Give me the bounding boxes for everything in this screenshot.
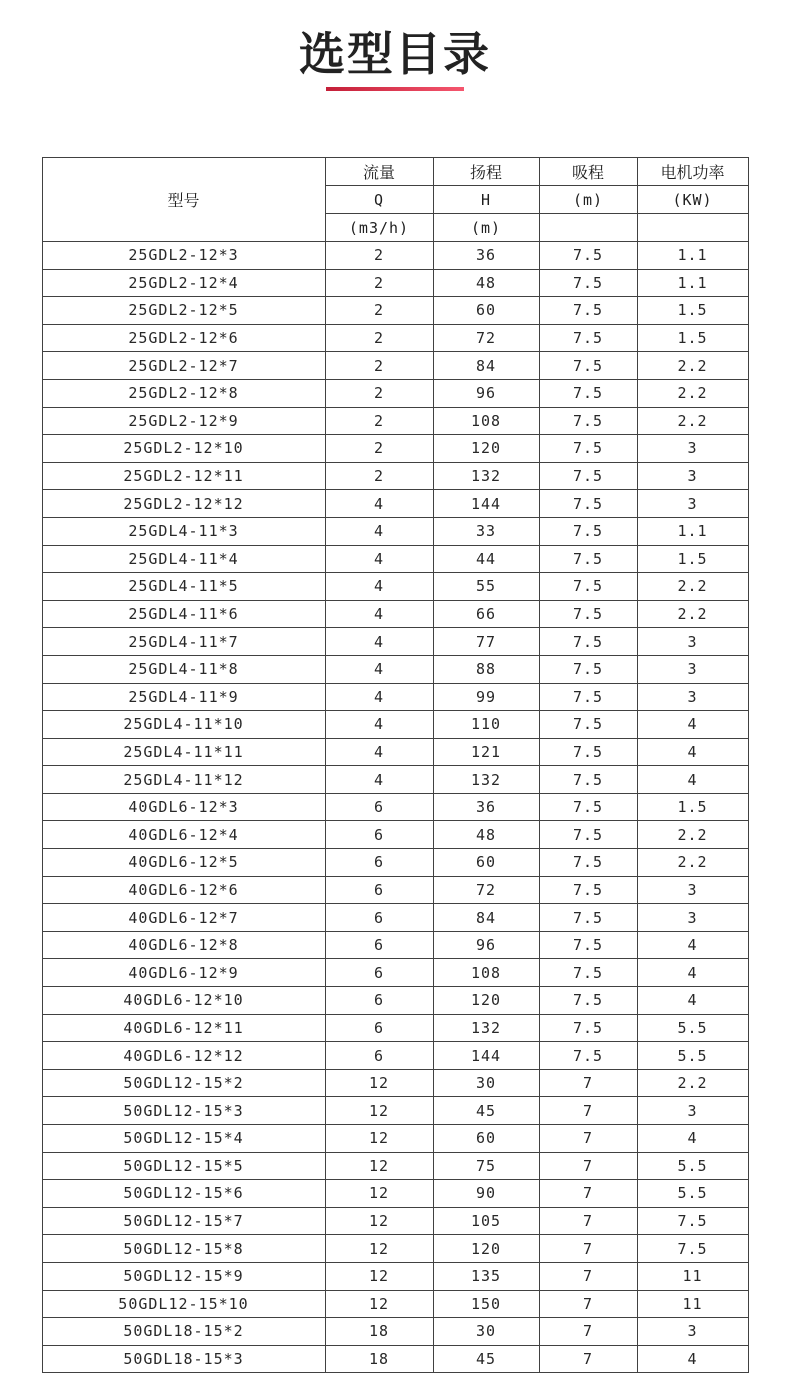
flow-cell: 2: [325, 435, 433, 463]
flow-cell: 4: [325, 738, 433, 766]
table-row: [42, 849, 748, 877]
power-cell: 11: [637, 1262, 748, 1290]
table-row: [42, 1207, 748, 1235]
title-underline-accent: [326, 87, 464, 91]
suction-cell: 7.5: [539, 379, 637, 407]
suction-cell: 7.5: [539, 352, 637, 380]
power-cell: 4: [637, 766, 748, 794]
table-row: [42, 379, 748, 407]
model-cell: 50GDL12-15*5: [42, 1152, 325, 1180]
column-unit-suction: (m): [539, 186, 637, 214]
table-row: [42, 987, 748, 1015]
model-cell: 50GDL12-15*3: [42, 1097, 325, 1125]
power-cell: 3: [637, 628, 748, 656]
suction-cell: 7.5: [539, 904, 637, 932]
head-cell: 84: [433, 904, 539, 932]
power-cell: 2.2: [637, 821, 748, 849]
table-row: [42, 1125, 748, 1153]
head-cell: 33: [433, 517, 539, 545]
model-cell: 25GDL2-12*9: [42, 407, 325, 435]
flow-cell: 2: [325, 407, 433, 435]
flow-cell: 2: [325, 242, 433, 270]
column-header-power: 电机功率: [637, 158, 748, 186]
model-cell: 40GDL6-12*7: [42, 904, 325, 932]
table-row: [42, 1069, 748, 1097]
power-cell: 3: [637, 655, 748, 683]
model-cell: 25GDL4-11*5: [42, 573, 325, 601]
flow-cell: 18: [325, 1318, 433, 1346]
head-cell: 36: [433, 793, 539, 821]
flow-cell: 12: [325, 1290, 433, 1318]
power-cell: 3: [637, 435, 748, 463]
power-cell: 3: [637, 490, 748, 518]
table-row: [42, 821, 748, 849]
power-cell: 4: [637, 1345, 748, 1373]
power-cell: 5.5: [637, 1042, 748, 1070]
flow-cell: 12: [325, 1235, 433, 1263]
table-row: [42, 573, 748, 601]
model-cell: 25GDL4-11*7: [42, 628, 325, 656]
suction-cell: 7: [539, 1097, 637, 1125]
head-cell: 72: [433, 324, 539, 352]
suction-cell: 7.5: [539, 573, 637, 601]
head-cell: 108: [433, 959, 539, 987]
model-cell: 25GDL2-12*12: [42, 490, 325, 518]
model-cell: 40GDL6-12*12: [42, 1042, 325, 1070]
table-row: [42, 1345, 748, 1373]
table-header: [42, 158, 748, 242]
suction-cell: 7: [539, 1180, 637, 1208]
head-cell: 75: [433, 1152, 539, 1180]
power-cell: 5.5: [637, 1014, 748, 1042]
power-cell: 2.2: [637, 407, 748, 435]
head-cell: 135: [433, 1262, 539, 1290]
head-cell: 120: [433, 435, 539, 463]
head-cell: 45: [433, 1097, 539, 1125]
power-cell: 3: [637, 683, 748, 711]
head-cell: 66: [433, 600, 539, 628]
power-cell: 2.2: [637, 379, 748, 407]
table-row: [42, 655, 748, 683]
table-row: [42, 628, 748, 656]
column-header-head: 扬程: [433, 158, 539, 186]
flow-cell: 6: [325, 1014, 433, 1042]
column-unit-flow: (m3/h): [325, 214, 433, 242]
table-row: [42, 766, 748, 794]
suction-cell: 7.5: [539, 490, 637, 518]
flow-cell: 6: [325, 876, 433, 904]
head-cell: 108: [433, 407, 539, 435]
suction-cell: 7.5: [539, 1014, 637, 1042]
suction-cell: 7: [539, 1152, 637, 1180]
model-cell: 25GDL4-11*4: [42, 545, 325, 573]
model-cell: 25GDL4-11*12: [42, 766, 325, 794]
model-cell: 50GDL18-15*2: [42, 1318, 325, 1346]
head-cell: 48: [433, 269, 539, 297]
flow-cell: 4: [325, 766, 433, 794]
table-row: [42, 352, 748, 380]
column-header-suction: 吸程: [539, 158, 637, 186]
suction-cell: 7.5: [539, 655, 637, 683]
column-unit-suction-blank: [539, 214, 637, 242]
head-cell: 36: [433, 242, 539, 270]
flow-cell: 2: [325, 324, 433, 352]
table-row: [42, 1152, 748, 1180]
suction-cell: 7: [539, 1290, 637, 1318]
head-cell: 30: [433, 1069, 539, 1097]
head-cell: 132: [433, 1014, 539, 1042]
model-cell: 40GDL6-12*4: [42, 821, 325, 849]
column-symbol-flow: Q: [325, 186, 433, 214]
head-cell: 96: [433, 931, 539, 959]
head-cell: 99: [433, 683, 539, 711]
head-cell: 110: [433, 711, 539, 739]
column-unit-head: (m): [433, 214, 539, 242]
column-unit-power: (KW): [637, 186, 748, 214]
table-row: [42, 1318, 748, 1346]
flow-cell: 6: [325, 931, 433, 959]
table-row: [42, 462, 748, 490]
suction-cell: 7.5: [539, 600, 637, 628]
head-cell: 105: [433, 1207, 539, 1235]
suction-cell: 7: [539, 1235, 637, 1263]
model-cell: 40GDL6-12*6: [42, 876, 325, 904]
suction-cell: 7.5: [539, 407, 637, 435]
head-cell: 132: [433, 462, 539, 490]
flow-cell: 2: [325, 269, 433, 297]
model-cell: 25GDL4-11*8: [42, 655, 325, 683]
selection-catalog-table: [42, 157, 749, 1373]
model-cell: 40GDL6-12*8: [42, 931, 325, 959]
table-row: [42, 600, 748, 628]
table-body: [42, 242, 748, 1373]
power-cell: 1.5: [637, 793, 748, 821]
flow-cell: 6: [325, 987, 433, 1015]
flow-cell: 12: [325, 1069, 433, 1097]
flow-cell: 4: [325, 683, 433, 711]
table-row: [42, 904, 748, 932]
suction-cell: 7.5: [539, 931, 637, 959]
head-cell: 121: [433, 738, 539, 766]
power-cell: 4: [637, 738, 748, 766]
power-cell: 1.1: [637, 242, 748, 270]
suction-cell: 7.5: [539, 324, 637, 352]
flow-cell: 4: [325, 545, 433, 573]
table-row: [42, 435, 748, 463]
model-cell: 25GDL4-11*10: [42, 711, 325, 739]
suction-cell: 7: [539, 1345, 637, 1373]
suction-cell: 7.5: [539, 876, 637, 904]
flow-cell: 2: [325, 462, 433, 490]
flow-cell: 6: [325, 849, 433, 877]
suction-cell: 7.5: [539, 517, 637, 545]
column-header-model: 型号: [42, 158, 325, 242]
flow-cell: 12: [325, 1097, 433, 1125]
table-row: [42, 876, 748, 904]
power-cell: 3: [637, 1097, 748, 1125]
table-row: [42, 1235, 748, 1263]
model-cell: 50GDL18-15*3: [42, 1345, 325, 1373]
power-cell: 11: [637, 1290, 748, 1318]
suction-cell: 7: [539, 1207, 637, 1235]
power-cell: 2.2: [637, 600, 748, 628]
power-cell: 2.2: [637, 573, 748, 601]
flow-cell: 6: [325, 793, 433, 821]
power-cell: 2.2: [637, 1069, 748, 1097]
table-row: [42, 1180, 748, 1208]
head-cell: 90: [433, 1180, 539, 1208]
suction-cell: 7.5: [539, 297, 637, 325]
model-cell: 25GDL4-11*6: [42, 600, 325, 628]
flow-cell: 4: [325, 573, 433, 601]
model-cell: 25GDL2-12*7: [42, 352, 325, 380]
model-cell: 50GDL12-15*2: [42, 1069, 325, 1097]
power-cell: 4: [637, 931, 748, 959]
suction-cell: 7.5: [539, 683, 637, 711]
model-cell: 25GDL4-11*9: [42, 683, 325, 711]
flow-cell: 12: [325, 1152, 433, 1180]
flow-cell: 12: [325, 1262, 433, 1290]
flow-cell: 2: [325, 297, 433, 325]
head-cell: 60: [433, 1125, 539, 1153]
table-row: [42, 269, 748, 297]
suction-cell: 7.5: [539, 628, 637, 656]
model-cell: 40GDL6-12*3: [42, 793, 325, 821]
flow-cell: 12: [325, 1125, 433, 1153]
model-cell: 25GDL4-11*3: [42, 517, 325, 545]
flow-cell: 2: [325, 379, 433, 407]
model-cell: 40GDL6-12*9: [42, 959, 325, 987]
flow-cell: 12: [325, 1180, 433, 1208]
table-row: [42, 683, 748, 711]
flow-cell: 4: [325, 517, 433, 545]
table-row: [42, 711, 748, 739]
table-row: [42, 407, 748, 435]
power-cell: 4: [637, 711, 748, 739]
flow-cell: 4: [325, 655, 433, 683]
table-row: [42, 242, 748, 270]
head-cell: 77: [433, 628, 539, 656]
power-cell: 1.5: [637, 545, 748, 573]
model-cell: 25GDL2-12*4: [42, 269, 325, 297]
suction-cell: 7: [539, 1069, 637, 1097]
head-cell: 120: [433, 987, 539, 1015]
power-cell: 4: [637, 1125, 748, 1153]
power-cell: 2.2: [637, 352, 748, 380]
suction-cell: 7.5: [539, 959, 637, 987]
head-cell: 72: [433, 876, 539, 904]
power-cell: 5.5: [637, 1180, 748, 1208]
power-cell: 5.5: [637, 1152, 748, 1180]
head-cell: 144: [433, 490, 539, 518]
head-cell: 48: [433, 821, 539, 849]
table-row: [42, 297, 748, 325]
suction-cell: 7.5: [539, 711, 637, 739]
model-cell: 25GDL2-12*11: [42, 462, 325, 490]
model-cell: 50GDL12-15*8: [42, 1235, 325, 1263]
table-row: [42, 545, 748, 573]
table-row: [42, 793, 748, 821]
suction-cell: 7.5: [539, 1042, 637, 1070]
suction-cell: 7: [539, 1318, 637, 1346]
power-cell: 3: [637, 1318, 748, 1346]
model-cell: 25GDL2-12*10: [42, 435, 325, 463]
suction-cell: 7.5: [539, 462, 637, 490]
model-cell: 25GDL2-12*6: [42, 324, 325, 352]
table-row: [42, 738, 748, 766]
head-cell: 60: [433, 849, 539, 877]
flow-cell: 4: [325, 600, 433, 628]
power-cell: 1.5: [637, 324, 748, 352]
model-cell: 50GDL12-15*9: [42, 1262, 325, 1290]
power-cell: 3: [637, 876, 748, 904]
power-cell: 1.1: [637, 269, 748, 297]
head-cell: 84: [433, 352, 539, 380]
head-cell: 120: [433, 1235, 539, 1263]
flow-cell: 6: [325, 821, 433, 849]
head-cell: 150: [433, 1290, 539, 1318]
head-cell: 55: [433, 573, 539, 601]
suction-cell: 7.5: [539, 766, 637, 794]
flow-cell: 4: [325, 711, 433, 739]
model-cell: 50GDL12-15*4: [42, 1125, 325, 1153]
table-row: [42, 490, 748, 518]
column-header-flow: 流量: [325, 158, 433, 186]
flow-cell: 6: [325, 959, 433, 987]
head-cell: 144: [433, 1042, 539, 1070]
model-cell: 40GDL6-12*10: [42, 987, 325, 1015]
power-cell: 1.5: [637, 297, 748, 325]
head-cell: 60: [433, 297, 539, 325]
table-row: [42, 1097, 748, 1125]
column-symbol-head: H: [433, 186, 539, 214]
power-cell: 7.5: [637, 1207, 748, 1235]
model-cell: 25GDL2-12*8: [42, 379, 325, 407]
power-cell: 7.5: [637, 1235, 748, 1263]
header-row-name: [42, 158, 748, 186]
power-cell: 3: [637, 462, 748, 490]
head-cell: 45: [433, 1345, 539, 1373]
suction-cell: 7.5: [539, 849, 637, 877]
power-cell: 1.1: [637, 517, 748, 545]
suction-cell: 7.5: [539, 242, 637, 270]
model-cell: 25GDL4-11*11: [42, 738, 325, 766]
model-cell: 50GDL12-15*7: [42, 1207, 325, 1235]
head-cell: 44: [433, 545, 539, 573]
flow-cell: 2: [325, 352, 433, 380]
flow-cell: 6: [325, 904, 433, 932]
model-cell: 40GDL6-12*5: [42, 849, 325, 877]
head-cell: 30: [433, 1318, 539, 1346]
suction-cell: 7.5: [539, 793, 637, 821]
suction-cell: 7.5: [539, 545, 637, 573]
flow-cell: 4: [325, 628, 433, 656]
page-title: 选型目录: [299, 27, 491, 81]
table-row: [42, 1042, 748, 1070]
head-cell: 88: [433, 655, 539, 683]
suction-cell: 7.5: [539, 738, 637, 766]
model-cell: 50GDL12-15*6: [42, 1180, 325, 1208]
head-cell: 96: [433, 379, 539, 407]
suction-cell: 7: [539, 1125, 637, 1153]
suction-cell: 7.5: [539, 435, 637, 463]
flow-cell: 6: [325, 1042, 433, 1070]
model-cell: 25GDL2-12*3: [42, 242, 325, 270]
suction-cell: 7.5: [539, 987, 637, 1015]
column-unit-power-blank: [637, 214, 748, 242]
table-row: [42, 931, 748, 959]
power-cell: 4: [637, 987, 748, 1015]
model-cell: 40GDL6-12*11: [42, 1014, 325, 1042]
table-row: [42, 517, 748, 545]
flow-cell: 12: [325, 1207, 433, 1235]
model-cell: 25GDL2-12*5: [42, 297, 325, 325]
suction-cell: 7.5: [539, 821, 637, 849]
table-row: [42, 324, 748, 352]
table-row: [42, 1262, 748, 1290]
model-cell: 50GDL12-15*10: [42, 1290, 325, 1318]
flow-cell: 18: [325, 1345, 433, 1373]
head-cell: 132: [433, 766, 539, 794]
table-row: [42, 959, 748, 987]
table-row: [42, 1290, 748, 1318]
power-cell: 3: [637, 904, 748, 932]
suction-cell: 7.5: [539, 269, 637, 297]
flow-cell: 4: [325, 490, 433, 518]
suction-cell: 7: [539, 1262, 637, 1290]
power-cell: 4: [637, 959, 748, 987]
power-cell: 2.2: [637, 849, 748, 877]
table-row: [42, 1014, 748, 1042]
